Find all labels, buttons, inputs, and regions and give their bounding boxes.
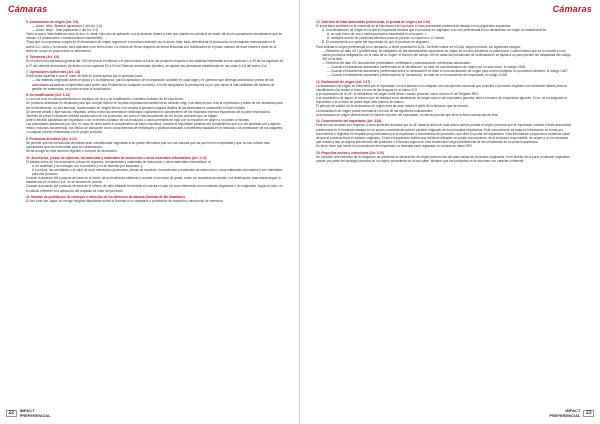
footer-title-line2: PREFERENCIAL bbox=[19, 412, 51, 418]
paragraph: — Acum. ampl.: Total (apartados 2 del Art. 3.5) bbox=[32, 28, 99, 33]
section-heading: 10. Accesorios, piezas de repuesto, herramientas y materiales de instrucción u otros materiales informativos (Art. 3.13) bbox=[26, 155, 207, 160]
paragraph: Ante la tenacie salubridad del exportador o de un tercero portador de los productos o todos permanecen bajo con la impuesto en origen o no pasen a mismas. bbox=[26, 117, 250, 122]
paragraph: Para solicitar el origen preferencial en el despacho, a tener prioridad en la DL, se debe indicar en el DUA, según proceda, los siguientes códigos: bbox=[316, 44, 521, 49]
paragraph: Tanto la acum. bilat./bilateral como la acu. in. dustr. sólo sólo se aplicarán a la producción finales a este que plantes en ponderal se mode útil de los operaciones mecanismos que se indican 3.4 (elaboración o transformación insuficiente). bbox=[26, 32, 283, 41]
section bbox=[26, 70, 284, 90]
paragraph: B. El conocimiento por parte del importador de que el producto es originario. bbox=[322, 40, 430, 45]
section-heading: 6. Tolerancia (Art. 3.6) bbox=[26, 55, 60, 60]
paragraph: El periodo de validez de la declaración de origen será de doce meses a partir de la fecha en que se formuló. bbox=[316, 104, 469, 109]
footer-title-line1: IMPACT bbox=[19, 408, 35, 414]
section bbox=[316, 119, 574, 148]
paragraph: la declaración de origen deberá llevar el Nombre impreso del exportador, no siendo precisa que lleve la firma manuscrita de éste. bbox=[316, 112, 499, 117]
paragraph: A. un solo envío de uno o varios productos importados en una parte; o bbox=[327, 32, 427, 37]
paragraph: El importador solicitará en el momento de la importación del producto el trato arancelario preferencial basado en los siguientes supuestos: bbox=[316, 24, 512, 29]
section-heading: 7. Operaciones suficientes (Art. 3.8) bbox=[26, 70, 81, 75]
paragraph: A la exportación de la UE: la declaración de origen debe llevar, cuando proceda, como número el del Registro REX. bbox=[316, 92, 480, 97]
paragraph: Lo son los solo en transportamiento un suplique por la a o no modificación o también limitada, de en otra forma. bbox=[26, 97, 184, 102]
section-heading: 11. Normas de prohibición de reintegro o exención de los derechos de aduana (Normas de No drawback) bbox=[26, 195, 185, 200]
paragraph: Cuando la acuerdo del producto de base en el criterio de valor añadido se tendrán en cuenta el valor de esos elementos como materias originarias o no originarias, según el caso, en el cálculo referente a la aplicación del requisito de valor del producto. bbox=[26, 184, 283, 193]
section bbox=[26, 20, 284, 53]
paragraph: El Acu erdo con Japón no recoge ninguna disposición sobre la Normas ni no drawback o prohibición de exención o devolución de derechos. bbox=[26, 199, 224, 204]
paragraph: Un producto declarado en declarado para que cumplir interior en la parte importadora mantenerá su carácter origi- nos siempre que: tras la exportación y antes de ser declarado para ser recientemente, no sea alterado, transformado en ningún forma o se someta a operación alguna distinta de las destinadas a mantenerlo en buen estado. bbox=[26, 101, 283, 110]
paragraph: Esta es una novedad con respecto a otros acuerdos firmados por la UE hasta la fecha de toda otra la acerca prueba el origen para ese que el importador solicitar el trato arancelario preferencial en el momento basado en un propio conocimiento para el carácter originario de los productos importados. Este conocimiento se basa en información en forma por documentos o registros en respaldo proporcionados por el exportador o documentos del productor, que obre en poder del importador. Esta información proporciona evidencia sobre de que el producto tiene el carácter originario. Como el importador realiza una solicitud utilizando su propio conocimiento, es el exclusivo responsable, de origen y no es necesario que exista la hay un alguna intervención del productor o el tercero alguno en más evidencia el origen preferencial de las mercancías en su parte importadora. bbox=[316, 123, 572, 144]
paragraph: No concede una exención de la obligación de presentar la declaración de origen para envíos del paso varias de productos originarios; en el ámbito de la parte productos originarios podrán por parte del equipaje personal de un viajero procedente de la otra parte, siempre que los productos no se importen con carácter comercial. bbox=[316, 154, 570, 163]
right-footer bbox=[549, 409, 594, 418]
section-heading: 15. Pequeños envíos y exenciones (Art. 3.20) bbox=[316, 150, 385, 155]
paragraph: "Para que un exportador cumpla en la declaración de origen regrese en el producto obtenido por la acum. bilat. total, obtendrá de la producción la información mencionada en el anexo 3-C, darlo o formularlo; será aplicable a un envío único o a envíos de Reino respecto de forma individual a la rectificación en el plazo máximo de doce meses a partir de la fecha en la que se proporcione la información". bbox=[26, 40, 277, 53]
section bbox=[26, 93, 284, 134]
paragraph: a. se clasifican y se entregan con el producto y no se facturan por separado; y bbox=[32, 163, 143, 168]
brand-logo: Cámaras bbox=[8, 4, 48, 14]
section-heading: 14. Conocimiento del importador (Art. 3.18) bbox=[316, 119, 382, 124]
brand-logo: Cámaras bbox=[552, 4, 592, 14]
left-footer bbox=[6, 409, 51, 418]
section-heading: 9. Productos devueltos (Art. 3.12) bbox=[26, 136, 77, 141]
paragraph: Se permite añadir o fijar marcas, etiquetas, sellos o otra documentación destinada a garantizar el cumplimiento de los requisitos internos específicos de la parte importadora. bbox=[26, 109, 271, 114]
paragraph: — Cuando el tratamiento arancelario preferencial sea a la 'declaración' se base en una declaración de origen para envíos múltiples en productos idénticos, el código U167. bbox=[327, 69, 569, 74]
paragraph: La declaración de origen puede formularse con una de las siguientes indicaciones: bbox=[316, 108, 433, 113]
section bbox=[316, 151, 574, 163]
paragraph: — las materias originarias sean un grupo y o la originarios, para la aplicación de la separación contable en cada lugar y el operador que obtenga autorización previa de las autoridades aduaneras competentes para poder usar el sistema en cualquier momento, a fin de asegurarse la previsiones la por que cause la una visibilidad del sistema de gestión de existencias, se podrá revocar la autorización. bbox=[32, 78, 275, 91]
paragraph: El tratado sobre de 'los accesorios, piezas de repuesto, herramientas y materiales de instrucción u otros materiales informativos' si: bbox=[26, 159, 212, 164]
paragraph: Es decir, tiene que incluir el conocimiento del importador no necesita estar registrado en la base de datos REX. bbox=[316, 143, 473, 148]
paragraph: B. múltiples envíos de productos idénticos para un período no superior a 12 meses. bbox=[327, 36, 446, 41]
section-heading: 5. Acumulación de origen (Art. 3.5) bbox=[26, 20, 79, 24]
section bbox=[26, 156, 284, 193]
right-column bbox=[316, 20, 574, 165]
paragraph: b. los tipos, las cantidades y el valor de esos elementos (accesorios, piezas de repuesto, herramientas y materiales de instrucción u otros materiales informativos) son habituales para ese producto. bbox=[32, 168, 283, 177]
section-heading: 8. No modificación (Art. 3.10) bbox=[26, 93, 70, 98]
paragraph: Es la previo una tolerancia general del 10% del precio en fábrica o el precio franco a bordo del producto respecto a las materias importadas en los capítulos 1 a 49 de los capítulos 64 a 97 del sistema armonizado (inclusión en los capítulos 50 a 63 del Sistema Armonizado (textiles), se aplican las tolerancias establecidas en las notas 6 a 8 del anexo 3-A. bbox=[26, 59, 284, 68]
paragraph: — Acum. bilat.: Bilateral (apartados 1 del Art. 3.5) bbox=[32, 24, 102, 29]
paragraph: A. Una declaración de origen en la que el exportador declara que el producto es originario: a su vez preferencial en su declaración de origen se establecerá en: bbox=[322, 28, 548, 33]
section-heading: 12. Solicitud de trato arancelario preferencial: la prueba de origen (Art 3.16) bbox=[316, 20, 431, 24]
paragraph: — Elemento de dato 4/17 (preferencia): se obligatorio en las declaraciones aduaneras de origen se la hará prevalecer la preferencia. Cuál/el mismo que se lo importe en los varios productos obligatorios: en el caso de la 'origen' el número del campo 100 en todas las mercancías de la declaración se ajusta a un país pueden ser adaptarlas del código 300 en la lista. bbox=[322, 48, 571, 61]
paragraph: A la exportación de Japón: el número que se indicará en la declaración de origen será el del exportador japonés, será el número de corporación japonés. Si no, se ha asignado el exportador o el número se podrá dejar este número en blanco. bbox=[316, 96, 567, 105]
paragraph: Las autoridades aduaneras por otro, en caso de duda sobre el cumplimiento de estos requisitos, solicitar al importador pruebas del cumplimiento que son del apartado por y alguien medio, incluidos documentos, con títulos de transporte como conocimientos de embarques o pruebas factuales o materiales basadas en el marcado o la numeración de los paquetes, o cualquier prueba relacionada con el propio producto. bbox=[26, 121, 284, 135]
section bbox=[26, 195, 284, 203]
paragraph: Se permite que las mercancías devueltas sean consideradas originarias si se puede demostrar que son las mismas que las que fueron exportadas y que no han sufrido más operaciones que las necesarias para su conservación. bbox=[26, 140, 270, 149]
footer-title bbox=[20, 409, 51, 418]
paragraph: No se recoge en este acuerdo régimen e cuerpos de devolución. bbox=[26, 149, 118, 154]
section bbox=[316, 20, 574, 77]
paragraph: — Elemento de dato 2/3 'documentos presentados, certificados y autorizaciones, referencias adicionales': bbox=[322, 60, 472, 65]
page-number: 22 bbox=[6, 410, 17, 417]
paragraph: — Cuando el tratamiento arancelario preferencial se la 'declaración' se base en una declaración de origen por un solo envío, el código U165. bbox=[327, 65, 526, 70]
footer-title-line1: IMPACT bbox=[565, 408, 581, 414]
section bbox=[26, 55, 284, 67]
footer-title bbox=[549, 409, 580, 418]
section-heading: 13. Declaración de origen (Art. 3.17) bbox=[316, 79, 371, 84]
footer-title-line2: PREFERENCIAL bbox=[549, 412, 581, 418]
paragraph: Entre todas aquellas lo que el rubro de ésta se puede aplicar por el operador para: bbox=[26, 74, 143, 79]
paragraph: También se prevé el almacén entre/la consecución de los productos, así como el fraccionamiento de los envíos comunes que se hagan. bbox=[26, 113, 218, 118]
section bbox=[26, 137, 284, 153]
paragraph: Cuando la acuerdo del producto de base en el sector de la enseñanza obtenido o cumple un proceso de grado, todos los requisitos de cambio o la clasificación arancelaria según lo establecido en el anexo 3-B, no se tendrán en cuenta. bbox=[26, 176, 281, 185]
right-page bbox=[300, 0, 600, 424]
left-column bbox=[26, 20, 284, 206]
paragraph: La declaración de origen se extenderá por el exportador en una factura o en cualquier otro documento comercial que describa el producto originario con suficiente detalle para su identificación (la) similar el texto en una de las lenguas en el anexo 3-D. bbox=[316, 84, 567, 93]
section bbox=[316, 80, 574, 117]
paragraph: — Cuando el tratamiento arancelario preferencial de la 'declaración' se base en el conocimiento del importador, el código U168. bbox=[327, 73, 508, 78]
page-number: 23 bbox=[583, 410, 594, 417]
